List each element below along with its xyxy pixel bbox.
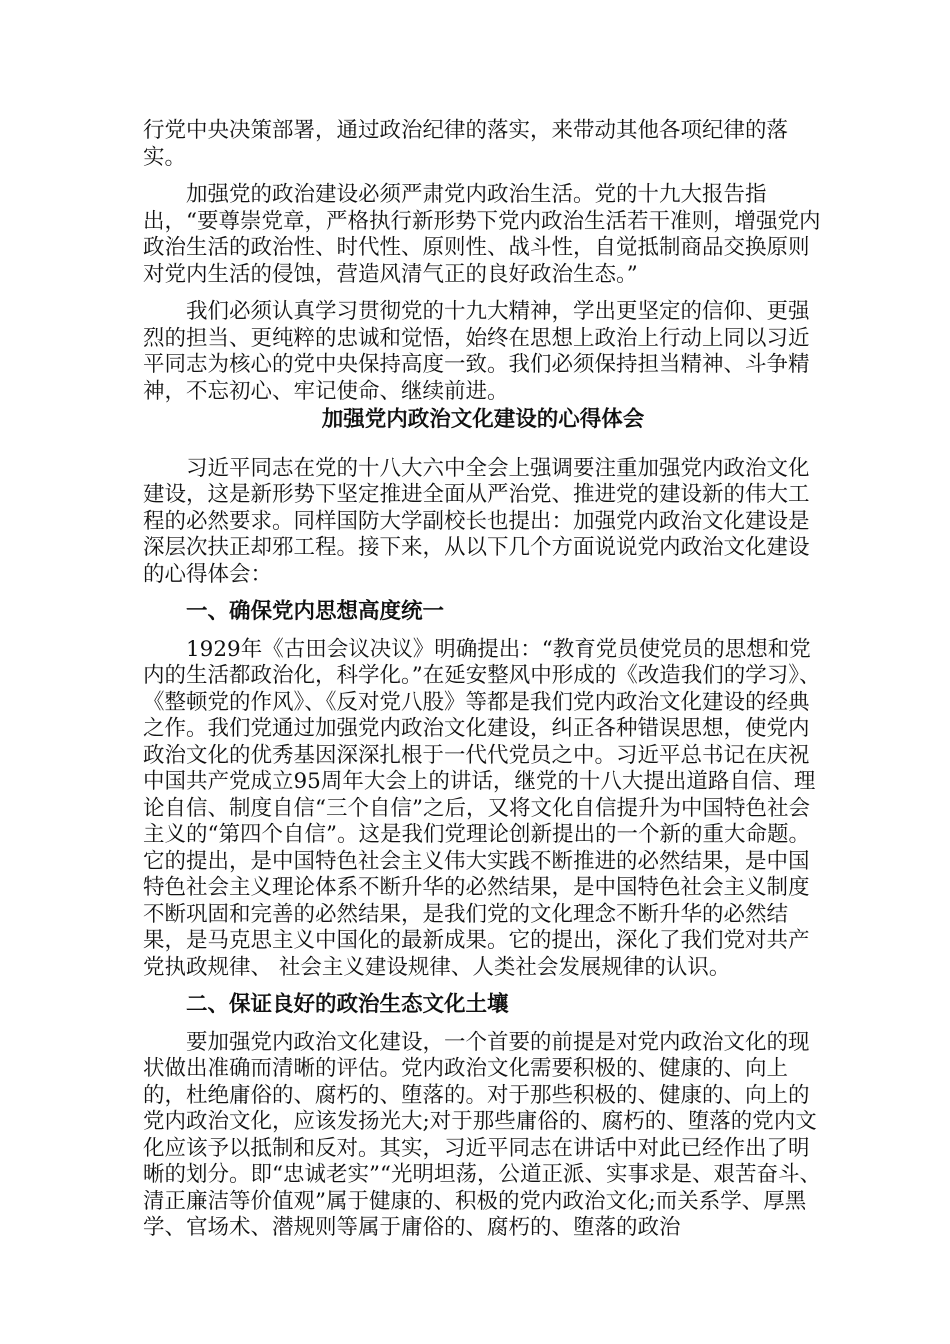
- section-heading-1: 一、确保党内思想高度统一: [186, 599, 445, 624]
- paragraph-introduction: 习近平同志在党的十八大六中全会上强调要注重加强党内政治文化建设，这是新形势下坚定推进全面从严治党、推进党的建设新的伟大工程的必然要求。同样国防大学副校长也提出：加强党内政治文化建设是深层次扶正却邪工程。接下来，从以下几个方面说说党内政治文化建设的心得体会：: [143, 455, 810, 587]
- paragraph-section-1: 1929年《古田会议决议》明确提出：“教育党员使党员的思想和党内的生活都政治化，科学化。”在延安整风中形成的《改造我们的学习》、《整顿党的作风》、《反对党八股》等都是我们党内政治文化建设的经典之作。我们党通过加强党内政治文化建设，纠正各种错误思想，使党内政治文化的优秀基因深深扎根于一代代党员之中。习近平总书记在庆祝中国共产党成立95周年大会上的讲话，继党的十八大提出道路自信、理论自信、制度自信“三个自信”之后，又将文化自信提升为中国特色社会主义的“第四个自信”。这是我们党理论创新提出的一个新的重大命题。它的提出，是中国特色社会主义伟大实践不断推进的必然结果，是中国特色社会主义理论体系不断升华的必然结果，是中国特色社会主义制度不断巩固和完善的必然结果，是我们党的文化理念不断升华的必然结果，是马克思主义中国化的最新成果。它的提出，深化了我们党对共产党执政规律、 社会主义建设规律、人类社会发展规律的认识。: [143, 636, 821, 980]
- document-page: [143, 118, 823, 1242]
- paragraph-section-2: 要加强党内政治文化建设，一个首要的前提是对党内政治文化的现状做出准确而清晰的评估。党内政治文化需要积极的、健康的、向上的，杜绝庸俗的、腐朽的、堕落的。对于那些积极的、健康的、向上的党内政治文化，应该发扬光大;对于那些庸俗的、腐朽的、堕落的党内文化应该予以抵制和反对。其实，习近平同志在讲话中对此已经作出了明晰的划分。即“忠诚老实”“光明坦荡，公道正派、实事求是、艰苦奋斗、清正廉洁等价值观”属于健康的、积极的党内政治文化;而关系学、厚黑学、官场术、潜规则等属于庸俗的、腐朽的、堕落的政治: [143, 1029, 821, 1240]
- article-title: 加强党内政治文化建设的心得体会: [321, 407, 645, 432]
- paragraph-continuation: 行党中央决策部署，通过政治纪律的落实，来带动其他各项纪律的落实。: [143, 118, 789, 170]
- section-heading-2: 二、保证良好的政治生态文化土壤: [186, 992, 509, 1017]
- paragraph-political-life: 加强党的政治建设必须严肃党内政治生活。党的十九大报告指出，“要尊崇党章，严格执行新形势下党内政治生活若干准则，增强党内政治生活的政治性、时代性、原则性、战斗性，自觉抵制商品交换原则对党内生活的侵蚀，营造风清气正的良好政治生态。”: [143, 182, 821, 287]
- paragraph-nineteenth-congress: 我们必须认真学习贯彻党的十九大精神，学出更坚定的信仰、更强烈的担当、更纯粹的忠诚和觉悟，始终在思想上政治上行动上同以习近平同志为核心的党中央保持高度一致。我们必须保持担当精神、斗争精神，不忘初心、牢记使命、继续前进。: [143, 299, 810, 404]
